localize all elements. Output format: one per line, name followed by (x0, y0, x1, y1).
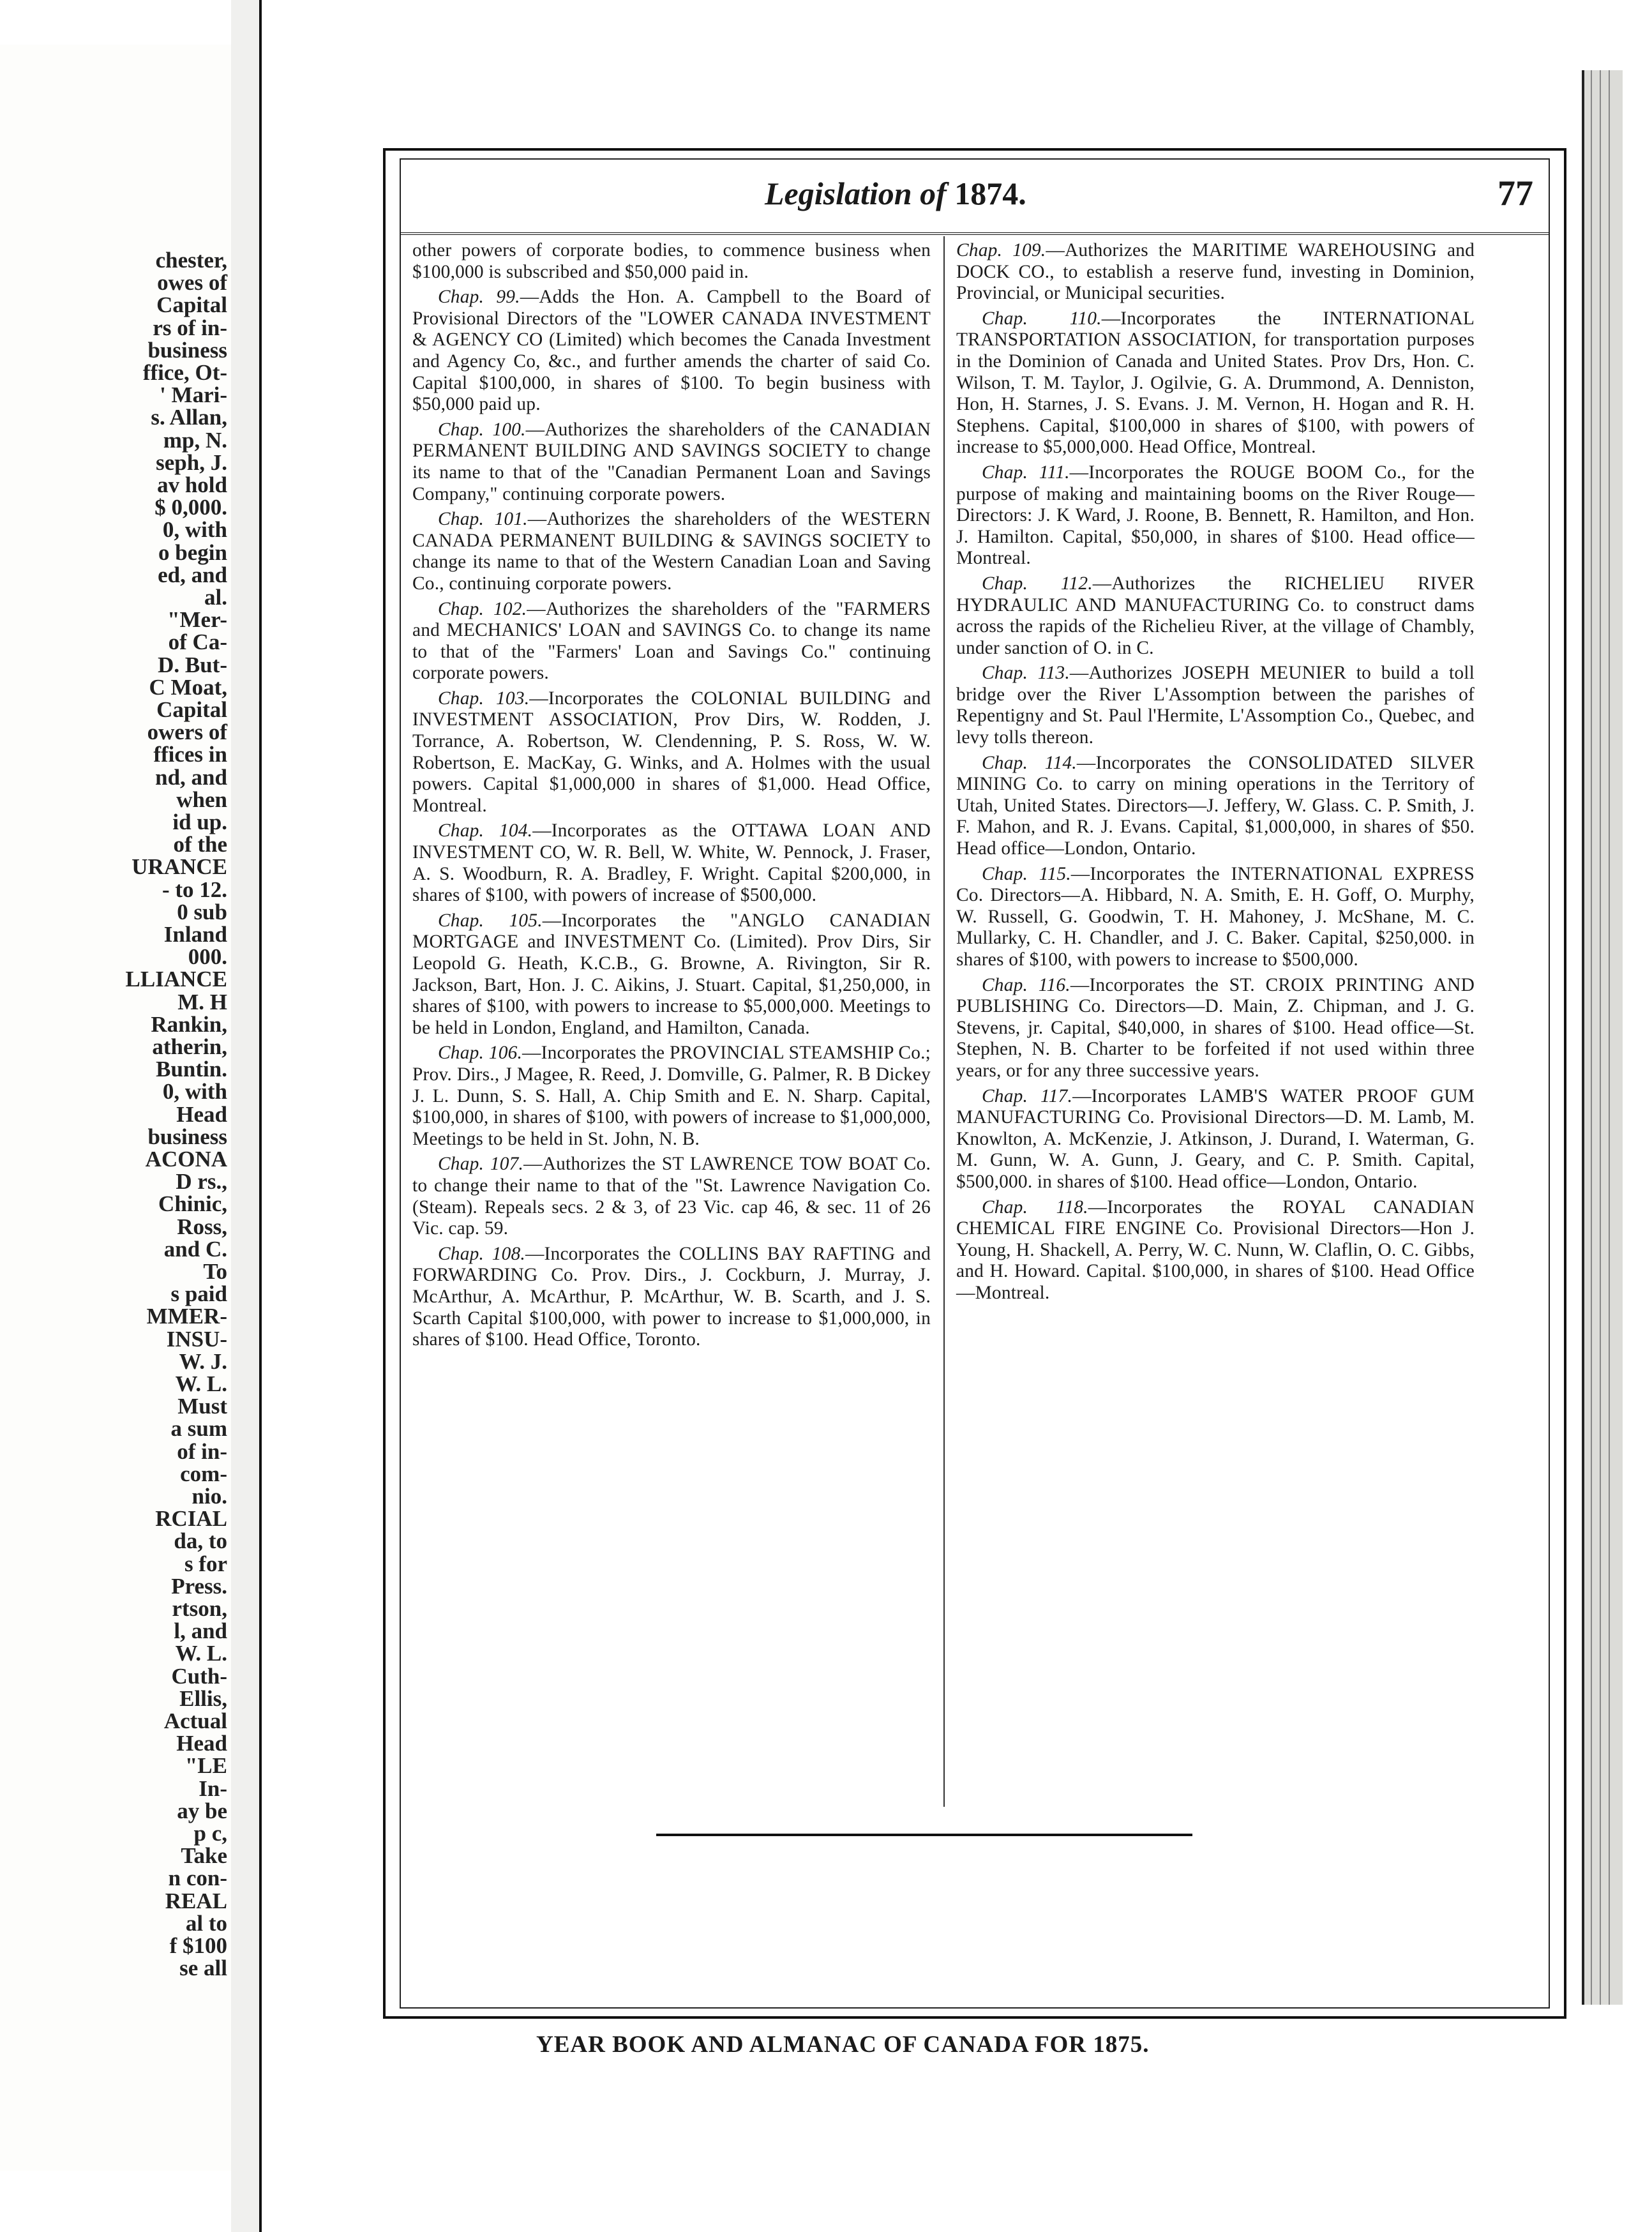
chapter-number: Chap. 111. (982, 462, 1070, 483)
column-divider (943, 236, 945, 1807)
previous-page-line: a sum (170, 1416, 227, 1442)
running-head-of: of (920, 176, 947, 211)
page-frame (383, 148, 1566, 2019)
page-header (401, 160, 1549, 235)
chapter-text: —Incorporates the INTERNATIONAL TRANSPORTATION ASSOCIATION, for transportation purposes in the Dominion of Canada and United States. Prov Drs, Hon. C. Wilson, T. M. Taylor, J. Ogilvie, G. A. Drummond, A. Denniston, Hon, H. Starnes, J. S. Evans. J. M. Vernon, H. Hogan and R. H. Stephens. Capital, $100,000 in shares of $100, with powers of increase to $5,000,000. Head Office, Montreal. (956, 308, 1475, 458)
chapter-number: Chap. 100. (438, 419, 526, 440)
previous-page-line: To (203, 1259, 227, 1284)
chapter-number: Chap. 107. (438, 1154, 524, 1175)
chapter-entry (412, 1244, 931, 1351)
chapter-entry (412, 1043, 931, 1150)
previous-page-line: f $100 (169, 1933, 227, 1958)
previous-page-line: Capital (156, 697, 227, 722)
previous-page-line: com- (180, 1461, 227, 1486)
chapter-number: Chap. 109. (956, 240, 1046, 260)
chapter-entry (956, 1197, 1475, 1304)
chapter-entry (956, 753, 1475, 860)
previous-page-line: chester, (155, 248, 227, 273)
previous-page-line: n con- (168, 1866, 227, 1891)
chapter-entry (956, 663, 1475, 748)
chapter-text: —Incorporates the ROUGE BOOM Co., for the purpose of making and maintaining booms on the River Rouge—Directors: J. K Ward, J. Roone, B. Bennett, R. Hamilton, and Hon. J. Hamilton. Capital, $50,000, in shares of $100. Head office—Montreal. (956, 462, 1475, 569)
chapter-text: —Authorizes JOSEPH MEUNIER to build a toll bridge over the River L'Assomption between the parishes of Repentigny and St. Paul l'Hermite, L'Assomption Co., Quebec, and levy tolls thereon. (956, 663, 1475, 748)
chapter-entry (956, 864, 1475, 971)
previous-page-line: Ellis, (179, 1685, 227, 1711)
chapter-text: —Incorporates the ST. CROIX PRINTING AND PUBLISHING Co. Directors—D. Main, Z. Chipman, and J. G. Stevens, jr. Capital, $40,000, in shares of $100. Head office—St. Stephen, N. B. Charter to be forfeited if not used within three years, or for any three successive years. (956, 974, 1475, 1081)
chapter-number: Chap. 106. (438, 1043, 523, 1064)
previous-page-line: of the (173, 832, 227, 857)
previous-page-line: Actual (163, 1708, 227, 1733)
previous-page-line: Cuth- (171, 1663, 227, 1689)
chapter-entry (412, 599, 931, 684)
chapter-text: —Authorizes the ST LAWRENCE TOW BOAT Co. to change their name to that of the "St. Lawrence Navigation Co. (Steam). Repeals secs. 2 & 3, of 23 Vic. cap 46, & sec. 11 of 26 Vic. cap. 59. (412, 1154, 931, 1239)
chapter-number: Chap. 116. (982, 974, 1070, 995)
previous-page-line: $ 0,000. (154, 495, 227, 520)
chapter-entry (412, 287, 931, 416)
chapter-text: other powers of corporate bodies, to commence business when $100,000 is subscribed and $50,000 paid in. (412, 240, 931, 282)
chapter-text: —Authorizes the RICHELIEU RIVER HYDRAULIC AND MANUFACTURING Co. to construct dams across the rapids of the Richelieu River, at the village of Chambly, under sanction of O. in C. (956, 573, 1475, 658)
previous-page-line: when (176, 787, 227, 812)
previous-page-line: ffices in (153, 742, 227, 767)
chapter-text: —Incorporates the COLLINS BAY RAFTING and FORWARDING Co. Prov. Dirs., J. Cockburn, J. Murray, J. McArthur, A. McArthur, P. McArthur, W. B. Scarth, and J. S. Scarth Capital $100,000, with power to increase to $1,000,000, in shares of $100. Head Office, Toronto. (412, 1243, 931, 1350)
previous-page-line: "Mer- (167, 607, 227, 633)
page-content (400, 158, 1550, 2009)
chapter-number: Chap. 108. (438, 1243, 525, 1264)
chapter-text: —Incorporates the INTERNATIONAL EXPRESS Co. Directors—A. Hibbard, N. A. Smith, E. H. Goff, O. Murphy, W. Russell, G. Goodwin, T. H. Mahoney, J. McShane, M. C. Mullarky, C. H. Chandler, and J. C. Baker. Capital, $250,000. in shares of $100, with powers to increase to $500,000. (956, 863, 1475, 970)
previous-page-line: al. (204, 585, 227, 610)
page-footer: YEAR BOOK AND ALMANAC OF CANADA FOR 1875. (536, 2032, 1150, 2058)
chapter-entry (956, 573, 1475, 659)
previous-page-line: D. But- (158, 652, 227, 677)
previous-page-line: l, and (174, 1618, 227, 1644)
running-head-year: 1874. (954, 176, 1026, 211)
previous-page-line: 0, with (162, 1079, 227, 1105)
previous-page-line: Must (177, 1394, 227, 1419)
previous-page-line: and C. (163, 1236, 227, 1262)
chapter-entry (412, 509, 931, 594)
chapter-text: —Incorporates the ROYAL CANADIAN CHEMICAL FIRE ENGINE Co. Provisional Directors—Hon J. Young, H. Shackell, A. Perry, W. C. Nunn, W. Claflin, O. C. Gibbs, and H. Howard. Capital. $100,000, in shares of $100. Head Office—Montreal. (956, 1196, 1475, 1303)
previous-page-line: av hold (157, 472, 227, 497)
previous-page-line: Chinic, (158, 1191, 227, 1217)
previous-page-line: W. L. (175, 1641, 227, 1666)
chapter-entry (956, 240, 1475, 305)
chapter-number: Chap. 101. (438, 509, 528, 530)
chapter-number: Chap. 117. (982, 1085, 1073, 1106)
previous-page-line: nio. (191, 1484, 227, 1509)
previous-page-line: atherin, (152, 1034, 227, 1059)
chapter-entry (956, 975, 1475, 1082)
chapter-number: Chap. 112. (982, 573, 1093, 594)
previous-page-line: Head (176, 1731, 227, 1756)
previous-page-line: business (147, 1124, 227, 1149)
previous-page-line: 0 sub (177, 899, 227, 924)
chapter-text: —Incorporates the "ANGLO CANADIAN MORTGAGE and INVESTMENT Co. (Limited). Prov Dirs, Sir Leopold G. Heath, K.C.B., G. Browne, A. Rivington, Sir R. Jackson, Bart, Hon. J. C. Aikins, J. Stuart. Capital, $1,250,000, in shares of $100, with powers to increase to $5,000,000. Meetings to be held in London, England, and Hamilton, Canada. (412, 910, 931, 1038)
chapter-entry (412, 419, 931, 505)
previous-page-line: mp, N. (163, 427, 227, 453)
previous-page-line: o begin (158, 539, 227, 565)
chapter-text: —Incorporates the CONSOLIDATED SILVER MINING Co. to carry on mining operations in the Territory of Utah, United States. Directors—J. Jeffery, W. Glass. C. P. Smith, J. F. Mahon, and R. J. Evans. Capital, $1,000,000, in shares of $50. Head office—London, Ontario. (956, 752, 1475, 859)
previous-page-line: s. Allan, (151, 405, 227, 430)
previous-page-line: Inland (163, 922, 227, 947)
page-stack-edge (1582, 70, 1623, 2005)
previous-page-line: s for (184, 1551, 227, 1576)
chapter-number: Chap. 118. (982, 1196, 1088, 1218)
chapter-number: Chap. 103. (438, 688, 530, 709)
previous-page-line: RCIAL (155, 1506, 227, 1532)
previous-page-line: id up. (172, 810, 227, 834)
chapter-entry (956, 308, 1475, 458)
chapter-number: Chap. 104. (438, 820, 533, 841)
previous-page-line: se all (179, 1956, 227, 1981)
chapter-entry (412, 688, 931, 817)
previous-page-line: of Ca- (168, 630, 227, 655)
previous-page-line: ay be (177, 1798, 227, 1823)
chapter-text: —Authorizes the shareholders of the WESTERN CANADA PERMANENT BUILDING & SAVINGS SOCIETY to change its name to that of the Western Canadian Loan and Saving Co., continuing corporate powers. (412, 509, 931, 594)
chapter-number: Chap. 114. (982, 752, 1077, 773)
previous-page-line: W. J. (179, 1348, 227, 1374)
previous-page-line: business (147, 337, 227, 363)
chapter-number: Chap. 113. (982, 663, 1070, 684)
chapter-entry (956, 462, 1475, 569)
chapter-text: —Incorporates as the OTTAWA LOAN AND INVESTMENT CO, W. R. Bell, W. White, W. Pennock, J. Fraser, A. S. Woodburn, R. A. Bradley, F. Wright. Capital $200,000, in shares of $100, with powers of increase of $500,000. (412, 820, 931, 906)
previous-page-line: seph, J. (156, 449, 227, 475)
previous-page-line: ffice, Ot- (142, 360, 227, 385)
previous-page-line: 000. (188, 944, 227, 970)
running-head-title: Legislation (765, 176, 912, 211)
chapter-number: Chap. 110. (982, 308, 1102, 329)
previous-page-edge (0, 45, 233, 2171)
previous-page-line: "LE (184, 1753, 227, 1779)
previous-page-line: W. L. (175, 1371, 227, 1396)
previous-page-line: rs of in- (153, 315, 227, 340)
previous-page-line: Head (176, 1101, 227, 1127)
chapter-text: —Adds the Hon. A. Campbell to the Board of Provisional Directors of the "LOWER CANADA INVESTMENT & AGENCY CO (Limited) which becomes the Canada Investment and Agency Co, &c., and further amends the charter of said Co. Capital $100,000, in shares of $100. To begin business with $50,000 paid up. (412, 287, 931, 415)
previous-page-line: Ross, (177, 1214, 227, 1239)
previous-page-line: ' Mari- (160, 382, 227, 408)
previous-page-line: M. H (177, 989, 227, 1014)
previous-page-line: 0, with (162, 517, 227, 543)
left-column (412, 240, 931, 1355)
chapter-text: —Authorizes the shareholders of the CANADIAN PERMANENT BUILDING AND SAVINGS SOCIETY to change its name to that of the "Canadian Permanent Loan and Savings Company," continuing corporate powers. (412, 419, 931, 504)
previous-page-line: D rs., (176, 1169, 227, 1195)
previous-page-line: al to (185, 1910, 227, 1936)
previous-page-line: da, to (174, 1528, 227, 1554)
previous-page-line: Take (181, 1843, 227, 1869)
previous-page-line: p c, (193, 1821, 227, 1846)
running-head (765, 171, 1026, 216)
chapter-text: —Authorizes the MARITIME WAREHOUSING and DOCK CO., to establish a reserve fund, investing in Dominion, Provincial, or Municipal securities. (956, 240, 1475, 304)
chapter-number: Chap. 105. (438, 910, 543, 931)
previous-page-line: Buntin. (156, 1057, 227, 1082)
right-column (956, 240, 1475, 1308)
previous-page-line: Press. (171, 1573, 227, 1599)
book-gutter (231, 0, 262, 2232)
previous-page-line: Rankin, (151, 1011, 227, 1037)
previous-page-line: - to 12. (161, 877, 227, 902)
chapter-entry (412, 820, 931, 906)
chapter-entry (956, 1086, 1475, 1193)
previous-page-line: s paid (170, 1281, 227, 1307)
chapter-number: Chap. 115. (982, 863, 1071, 884)
chapter-text: —Incorporates the PROVINCIAL STEAMSHIP Co.; Prov. Dirs., J Magee, R. Reed, J. Domville, G. Palmer, R. B Dickey J. L. Dunn, S. S. Hall, A. Chip Smith and E. N. Sharp. Capital, $100,000, in shares of $100, with powers of increase to $1,000,000, Meetings to be held in St. John, N. B. (412, 1043, 931, 1149)
chapter-number: Chap. 102. (438, 598, 527, 619)
previous-page-line: rtson, (172, 1596, 227, 1621)
previous-page-line: owes of (157, 270, 227, 296)
previous-page-line: Capital (156, 292, 227, 318)
previous-page-line: MMER- (146, 1304, 227, 1329)
previous-page-line: URANCE (131, 854, 227, 880)
previous-page-line: ACONA (145, 1147, 227, 1172)
previous-page-line: nd, and (155, 764, 227, 790)
previous-page-line: owers of (147, 720, 227, 745)
chapter-text: —Authorizes the shareholders of the "FARMERS and MECHANICS' LOAN and SAVINGS Co. to change its name to that of the "Farmers' Loan and Savings Co." continuing corporate powers. (412, 598, 931, 684)
previous-page-line: REAL (165, 1888, 227, 1913)
previous-page-line: ed, and (158, 562, 227, 587)
chapter-entry (412, 240, 931, 283)
previous-page-line: In- (199, 1776, 227, 1801)
end-rule (656, 1834, 1192, 1836)
previous-page-line: LLIANCE (125, 967, 227, 992)
chapter-number: Chap. 99. (438, 287, 520, 308)
page-number: 77 (1498, 174, 1533, 213)
previous-page-line: INSU- (166, 1326, 227, 1352)
chapter-text: —Incorporates LAMB'S WATER PROOF GUM MANUFACTURING Co. Provisional Directors—D. M. Lamb, M. Knowlton, A. McKenzie, J. Atkinson, J. Durand, I. Waterman, G. M. Gunn, W. A. Gunn, J. Geary, and C. P. Smith. Capital, $500,000. in shares of $100. Head office—London, Ontario. (956, 1085, 1475, 1192)
chapter-entry (412, 910, 931, 1039)
chapter-text: —Incorporates the COLONIAL BUILDING and INVESTMENT ASSOCIATION, Prov Dirs, W. Rodden, J. Torrance, A. Robertson, W. Clendenning, P. S. Ross, W. W. Robertson, E. MacKay, G. Winks, and A. Holmes with the usual powers. Capital $1,000,000 in shares of $1,000. Head Office, Montreal. (412, 688, 931, 816)
chapter-entry (412, 1154, 931, 1239)
previous-page-line: C Moat, (149, 674, 227, 700)
previous-page-line: of in- (177, 1438, 227, 1464)
